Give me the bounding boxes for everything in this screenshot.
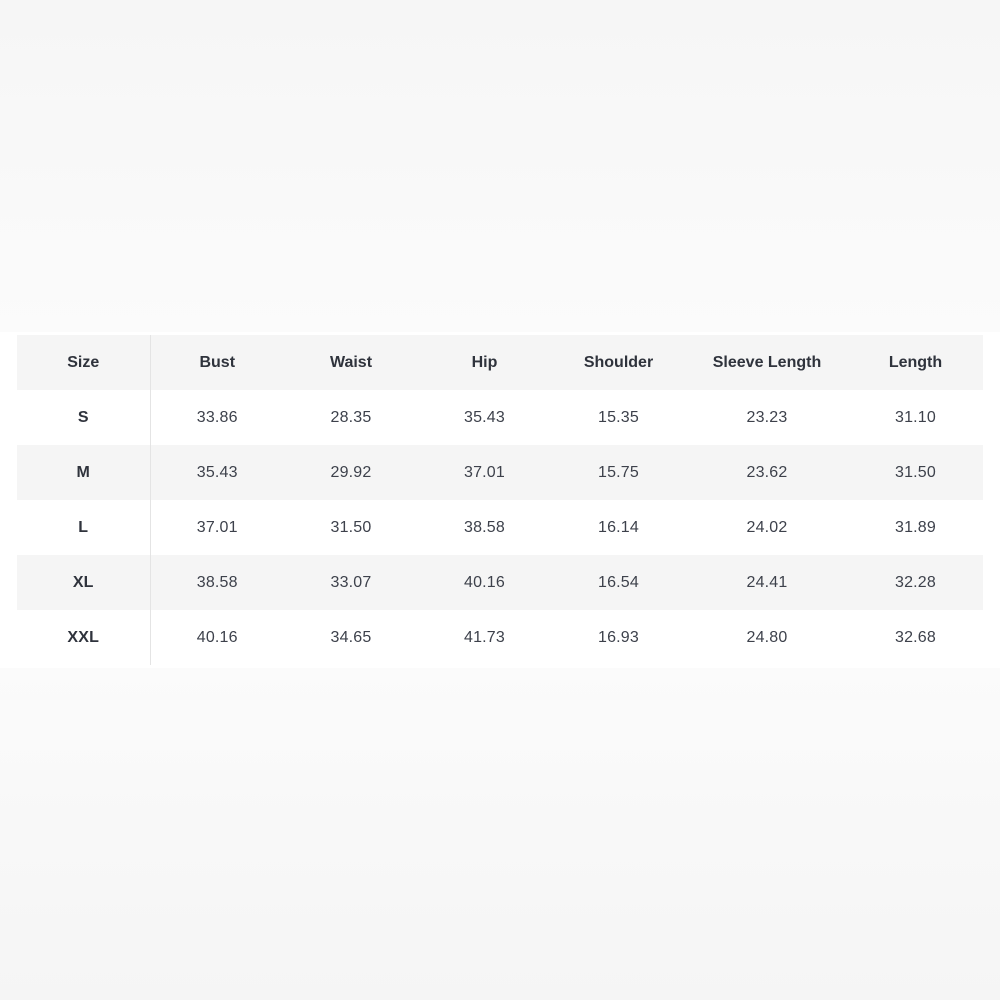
hip-cell: 38.58 (463, 518, 506, 536)
sleeve-length-cell: 23.62 (746, 463, 788, 481)
bust-cell: 35.43 (196, 463, 238, 481)
waist-cell: 34.65 (330, 628, 372, 646)
table-row (17, 500, 983, 555)
hip-cell: 37.01 (463, 463, 506, 481)
background-top (0, 0, 1000, 332)
header-waist: Waist (329, 353, 373, 371)
size-cell: L (17, 500, 150, 555)
size-chart-panel (0, 332, 1000, 668)
header-bust: Bust (199, 353, 236, 371)
length-cell: 31.50 (894, 463, 937, 481)
waist-cell: 28.35 (330, 408, 372, 426)
size-cell: S (17, 390, 150, 445)
sleeve-length-cell: 24.41 (746, 573, 788, 591)
background-bottom (0, 668, 1000, 1000)
waist-cell: 29.92 (330, 463, 372, 481)
table-row (17, 610, 983, 665)
size-cell: XXL (17, 610, 150, 665)
sleeve-length-cell: 23.23 (746, 408, 788, 426)
size-chart-table (17, 335, 984, 665)
table-row (17, 390, 983, 445)
bust-cell: 38.58 (196, 573, 238, 591)
length-cell: 31.10 (894, 408, 937, 426)
header-size: Size (17, 335, 150, 390)
size-cell: XL (17, 555, 150, 610)
length-cell: 32.68 (894, 628, 937, 646)
shoulder-cell: 16.93 (597, 628, 640, 646)
header-hip: Hip (471, 353, 498, 371)
table-row (17, 445, 983, 500)
length-cell: 32.28 (894, 573, 937, 591)
hip-cell: 41.73 (463, 628, 506, 646)
header-row (17, 335, 983, 390)
shoulder-cell: 15.75 (597, 463, 640, 481)
header-sleeve-length: Sleeve Length (712, 353, 822, 371)
shoulder-cell: 16.54 (597, 573, 640, 591)
bust-cell: 40.16 (196, 628, 238, 646)
sleeve-length-cell: 24.02 (746, 518, 788, 536)
hip-cell: 40.16 (463, 573, 506, 591)
table-row (17, 555, 983, 610)
sleeve-length-cell: 24.80 (746, 628, 788, 646)
header-length: Length (888, 353, 943, 371)
bust-cell: 37.01 (196, 518, 238, 536)
hip-cell: 35.43 (463, 408, 506, 426)
header-shoulder: Shoulder (583, 353, 654, 371)
shoulder-cell: 15.35 (597, 408, 640, 426)
shoulder-cell: 16.14 (597, 518, 640, 536)
length-cell: 31.89 (894, 518, 937, 536)
size-cell: M (17, 445, 150, 500)
waist-cell: 33.07 (330, 573, 372, 591)
bust-cell: 33.86 (196, 408, 238, 426)
waist-cell: 31.50 (330, 518, 372, 536)
